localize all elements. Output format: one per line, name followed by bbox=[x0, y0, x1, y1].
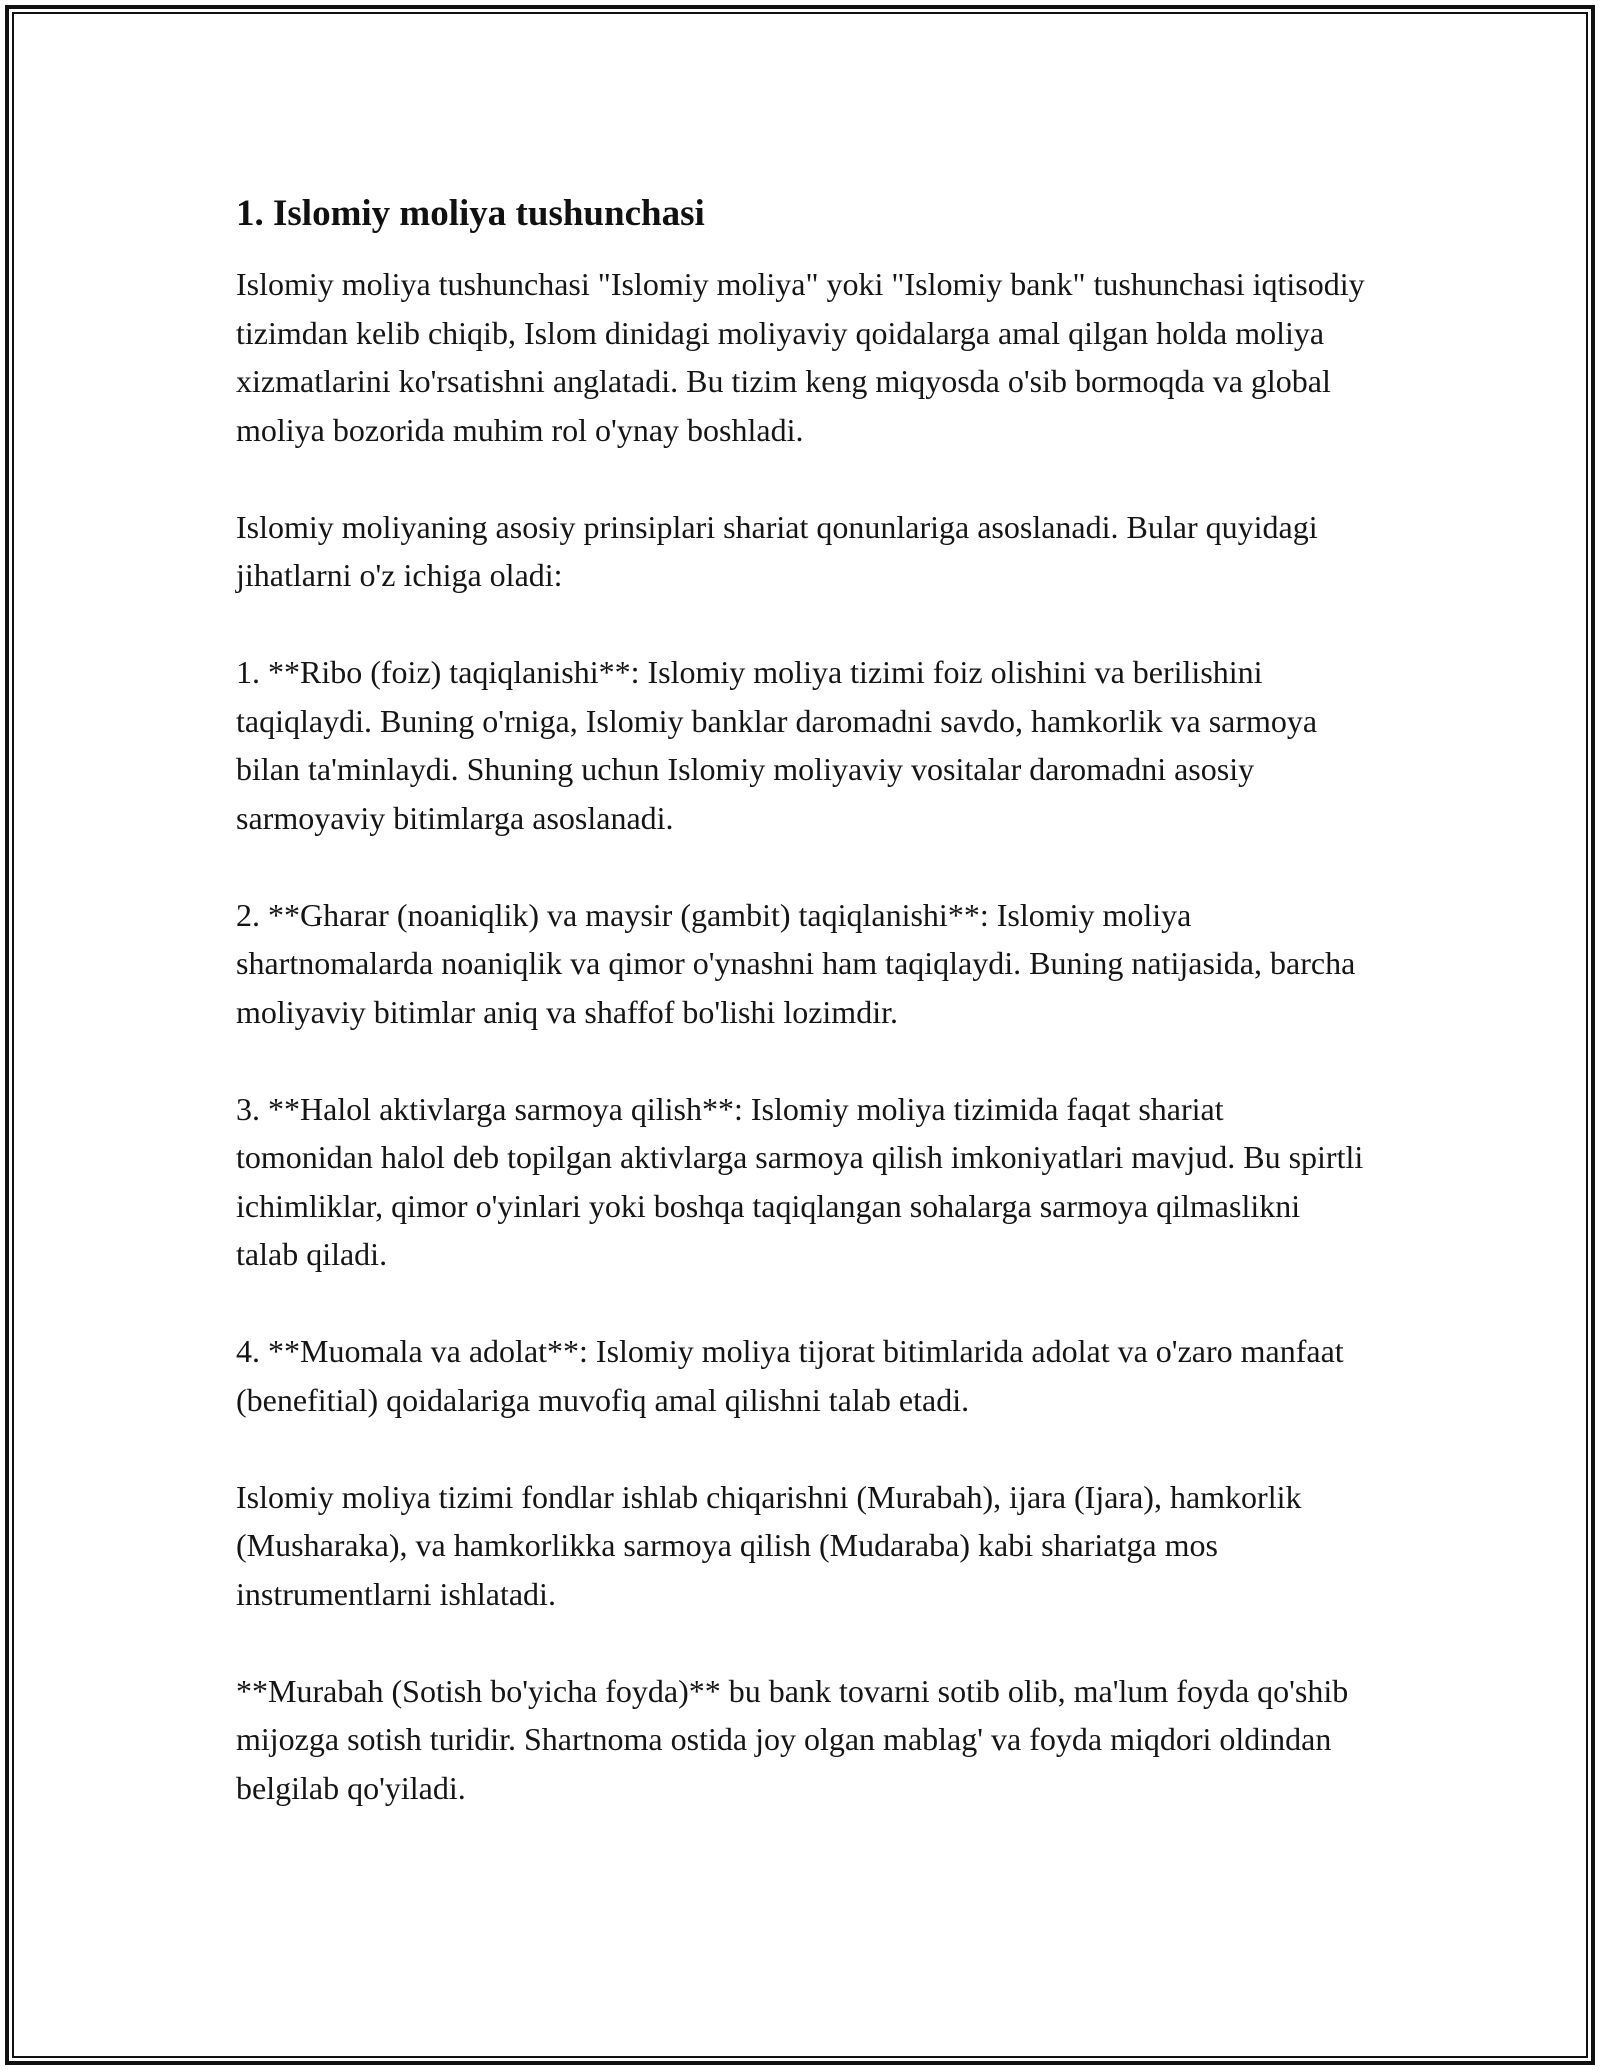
section-heading: 1. Islomiy moliya tushunchasi bbox=[236, 193, 705, 234]
document-body bbox=[236, 188, 1366, 1861]
paragraph-principles-intro: Islomiy moliyaning asosiy prinsiplari shariat qonunlariga asoslanadi. Bular quyidagi jihatlarni o'z ichiga oladi: bbox=[236, 508, 1318, 593]
paragraph-instruments: Islomiy moliya tizimi fondlar ishlab chiqarishni (Murabah), ijara (Ijara), hamkorlik (Musharaka), va hamkorlikka sarmoya qilish (Mudaraba) kabi shariatga mos instrumentlarni ishlatadi. bbox=[236, 1478, 1302, 1612]
paragraph-principle-muomala: 4. **Muomala va adolat**: Islomiy moliya tijorat bitimlarida adolat va o'zaro manfaat (benefitial) qoidalariga muvofiq amal qilishni talab etadi. bbox=[236, 1333, 1344, 1418]
paragraph-principle-ribo: 1. **Ribo (foiz) taqiqlanishi**: Islomiy moliya tizimi foiz olishini va berilishini taqiqlaydi. Buning o'rniga, Islomiy banklar daromadni savdo, hamkorlik va sarmoya bilan ta'minlaydi. Shuning uchun Islomiy moliyaviy vositalar daromadni asosiy sarmoyaviy bitimlarga asoslanadi. bbox=[236, 654, 1318, 836]
paragraph-murabah: **Murabah (Sotish bo'yicha foyda)** bu bank tovarni sotib olib, ma'lum foyda qo'shib mijozga sotish turidir. Shartnoma ostida joy olgan mablag' va foyda miqdori oldindan belgilab qo'yiladi. bbox=[236, 1672, 1349, 1806]
paragraph-principle-gharar: 2. **Gharar (noaniqlik) va maysir (gambit) taqiqlanishi**: Islomiy moliya shartnomalarda noaniqlik va qimor o'ynashni ham taqiqlaydi. Buning natijasida, barcha moliyaviy bitimlar aniq va shaffof bo'lishi lozimdir. bbox=[236, 896, 1356, 1030]
paragraph-principle-halol: 3. **Halol aktivlarga sarmoya qilish**: Islomiy moliya tizimida faqat shariat tomonidan halol deb topilgan aktivlarga sarmoya qilish imkoniyatlari mavjud. Bu spirtli ichimliklar, qimor o'yinlari yoki boshqa taqiqlangan sohalarga sarmoya qilmaslikni talab qiladi. bbox=[236, 1090, 1364, 1272]
paragraph-intro: Islomiy moliya tushunchasi "Islomiy moliya" yoki "Islomiy bank" tushunchasi iqtisodiy tizimdan kelib chiqib, Islom dinidagi moliyaviy qoidalarga amal qilgan holda moliya xizmatlarini ko'rsatishni anglatadi. Bu tizim keng miqyosda o'sib bormoqda va global moliya bozorida muhim rol o'ynay boshladi. bbox=[236, 266, 1365, 448]
